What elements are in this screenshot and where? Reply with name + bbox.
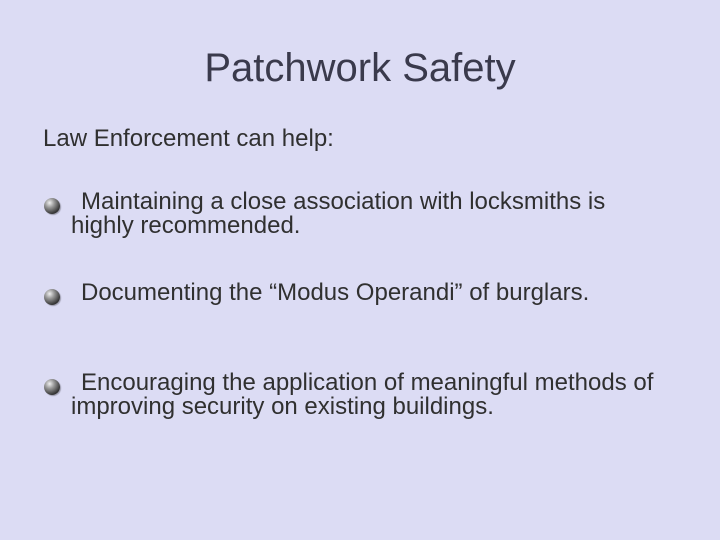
- bullet-text: Encouraging the application of meaningful methods of improving security on existing buildings.: [71, 369, 654, 420]
- bullet-dot-icon: [44, 198, 60, 214]
- bullet-dot-icon: [44, 289, 60, 305]
- intro-text: Law Enforcement can help:: [43, 125, 334, 152]
- bullet-dot-icon: [44, 379, 60, 395]
- slide-title: Patchwork Safety: [204, 46, 516, 90]
- bullet-item: [44, 281, 661, 305]
- bullet-item: [44, 190, 661, 238]
- bullet-text: Maintaining a close association with locksmiths is highly recommended.: [71, 188, 606, 239]
- bullet-text: Documenting the “Modus Operandi” of burglars.: [81, 279, 590, 306]
- bullet-item: [44, 371, 661, 419]
